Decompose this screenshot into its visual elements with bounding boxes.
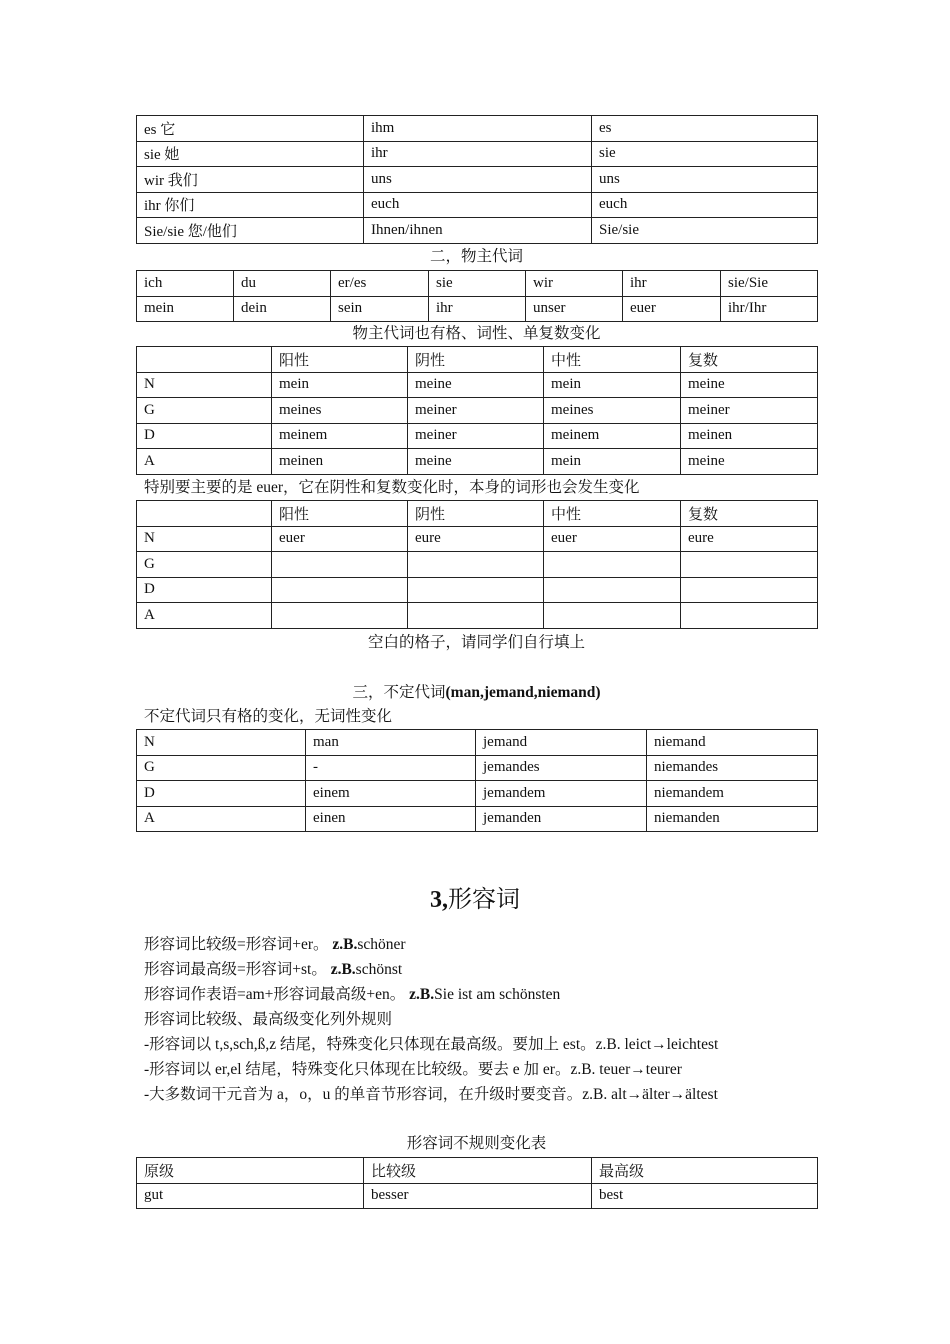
indefinite-table — [136, 729, 818, 832]
table-cell: meinem — [544, 423, 681, 449]
table-cell: meinem — [272, 423, 408, 449]
table-cell: sein — [331, 296, 429, 322]
table-cell: mein — [544, 372, 681, 398]
table-cell: D — [137, 781, 306, 807]
table-header-cell: 复数 — [681, 347, 818, 373]
table-cell: jemanden — [476, 806, 647, 832]
table-cell: man — [306, 730, 476, 756]
table-row — [137, 271, 818, 297]
table-cell: Sie/sie — [592, 218, 818, 244]
table-cell — [681, 552, 818, 578]
table-cell: ihr — [623, 271, 721, 297]
table-cell — [408, 552, 544, 578]
table-cell: meines — [544, 398, 681, 424]
possessive-note: 物主代词也有格、词性、单复数变化 — [352, 325, 601, 342]
table-cell: meine — [681, 372, 818, 398]
table-cell: best — [592, 1183, 818, 1209]
table-cell — [408, 603, 544, 629]
table-cell: Ihnen/ihnen — [364, 218, 592, 244]
table-cell: euer — [544, 526, 681, 552]
adjective-heading-text: 形容词 — [448, 887, 520, 913]
table-cell: ihr/Ihr — [721, 296, 818, 322]
table-cell — [681, 603, 818, 629]
table-cell: wir 我们 — [137, 167, 364, 193]
fill-note: 空白的格子，请同学们自行填上 — [367, 634, 585, 651]
rule-text: 形容词比较级=形容词+er。 — [144, 936, 333, 953]
table-row — [137, 526, 818, 552]
table-cell: meine — [408, 372, 544, 398]
table-cell: sie — [429, 271, 526, 297]
table-cell: uns — [592, 167, 818, 193]
table-header-cell: 比较级 — [364, 1158, 592, 1184]
table-cell: meiner — [408, 398, 544, 424]
table-cell: besser — [364, 1183, 592, 1209]
adjective-heading — [0, 885, 950, 915]
table-header-cell: 复数 — [681, 501, 818, 527]
table-cell: euch — [592, 192, 818, 218]
table-cell: meiner — [681, 398, 818, 424]
table-cell — [272, 552, 408, 578]
table-header-row — [137, 347, 818, 373]
table-row — [137, 603, 818, 629]
rule-example: schönst — [355, 961, 403, 978]
rule-example-marker: z.B. — [330, 961, 356, 978]
table-row — [137, 116, 818, 142]
table-cell: ihr — [364, 141, 592, 167]
table-cell: eure — [408, 526, 544, 552]
possessive-table — [136, 270, 818, 322]
table-header-cell: 中性 — [544, 347, 681, 373]
adjective-heading-number: 3, — [430, 887, 448, 913]
table-cell: ich — [137, 271, 234, 297]
table-cell: sie 她 — [137, 141, 364, 167]
table-cell: A — [137, 449, 272, 475]
rule-example-marker: z.B. — [409, 986, 435, 1003]
table-header-row — [137, 1158, 818, 1184]
table-cell: mein — [272, 372, 408, 398]
section3-title-bold: (man,jemand,niemand) — [445, 684, 601, 701]
table-cell: sie/Sie — [721, 271, 818, 297]
table-cell: meinen — [272, 449, 408, 475]
mein-declension-table — [136, 346, 818, 475]
adjective-rule-line — [144, 960, 402, 980]
adjective-rule-line — [144, 1010, 392, 1030]
table-cell — [408, 577, 544, 603]
table-cell: niemandem — [647, 781, 818, 807]
table-cell: euer — [272, 526, 408, 552]
table-row — [137, 755, 818, 781]
table-header-cell — [137, 347, 272, 373]
table-row — [137, 730, 818, 756]
section3-title-prefix: 三，不定代词 — [352, 684, 446, 701]
table-row — [137, 398, 818, 424]
euer-declension-table — [136, 500, 818, 629]
table-header-cell: 阳性 — [272, 501, 408, 527]
table-cell: meine — [681, 449, 818, 475]
adjective-rule-line — [144, 1035, 718, 1055]
table-cell: meinen — [681, 423, 818, 449]
table-cell: einem — [306, 781, 476, 807]
table-cell: jemandes — [476, 755, 647, 781]
table-cell: N — [137, 372, 272, 398]
table-cell: meine — [408, 449, 544, 475]
table-row — [137, 167, 818, 193]
table-row — [137, 577, 818, 603]
rule-example: Sie ist am schönsten — [434, 986, 561, 1003]
table-header-cell: 原级 — [137, 1158, 364, 1184]
adjective-rule-line — [144, 1085, 718, 1105]
table-cell: einen — [306, 806, 476, 832]
table-cell — [544, 603, 681, 629]
table-cell — [544, 577, 681, 603]
table-cell: ihr — [429, 296, 526, 322]
table-cell: mein — [544, 449, 681, 475]
table-header-cell: 中性 — [544, 501, 681, 527]
table-cell: gut — [137, 1183, 364, 1209]
rule-text: 形容词作表语=am+形容词最高级+en。 — [144, 986, 410, 1003]
table-cell: G — [137, 552, 272, 578]
table-cell — [272, 577, 408, 603]
table-cell: jemandem — [476, 781, 647, 807]
adjective-rule-line — [144, 935, 406, 955]
table-row — [137, 552, 818, 578]
table-header-cell — [137, 501, 272, 527]
table-header-cell: 阴性 — [408, 501, 544, 527]
table-row — [137, 141, 818, 167]
table-cell: ihr 你们 — [137, 192, 364, 218]
table-cell: A — [137, 806, 306, 832]
table-cell: jemand — [476, 730, 647, 756]
adjective-rule-line — [144, 1060, 682, 1080]
rule-text: -大多数词干元音为 a，o，u 的单音节形容词，在升级时要变音。z.B. alt→älter→ältest — [144, 1086, 718, 1103]
table-row — [137, 449, 818, 475]
table-header-cell: 阳性 — [272, 347, 408, 373]
table-cell: eure — [681, 526, 818, 552]
pronoun-table — [136, 115, 818, 244]
table-row — [137, 423, 818, 449]
irregular-table — [136, 1157, 818, 1209]
table-header-cell: 最高级 — [592, 1158, 818, 1184]
table-cell — [544, 552, 681, 578]
table-cell: es 它 — [137, 116, 364, 142]
table-cell: D — [137, 577, 272, 603]
rule-text: -形容词以 er,el 结尾，特殊变化只体现在比较级。要去 e 加 er。z.B. teuer→teurer — [144, 1061, 682, 1078]
table-cell: uns — [364, 167, 592, 193]
irregular-title: 形容词不规则变化表 — [406, 1135, 547, 1152]
table-cell: G — [137, 755, 306, 781]
table-cell: A — [137, 603, 272, 629]
table-header-cell: 阴性 — [408, 347, 544, 373]
rule-text: 形容词比较级、最高级变化列外规则 — [144, 1011, 393, 1028]
section2-title: 二，物主代词 — [429, 248, 523, 265]
table-cell: Sie/sie 您/他们 — [137, 218, 364, 244]
table-cell — [272, 603, 408, 629]
table-cell: - — [306, 755, 476, 781]
table-row — [137, 218, 818, 244]
table-cell: niemanden — [647, 806, 818, 832]
table-header-row — [137, 501, 818, 527]
table-row — [137, 781, 818, 807]
table-cell: du — [234, 271, 331, 297]
table-row — [137, 1183, 818, 1209]
rule-text: -形容词以 t,s,sch,ß,z 结尾，特殊变化只体现在最高级。要加上 est。z.B. leict→leichtest — [144, 1036, 719, 1053]
table-cell: meiner — [408, 423, 544, 449]
table-cell: ihm — [364, 116, 592, 142]
table-cell: euer — [623, 296, 721, 322]
table-cell: niemand — [647, 730, 818, 756]
table-cell: G — [137, 398, 272, 424]
table-cell — [681, 577, 818, 603]
table-cell: N — [137, 730, 306, 756]
euer-note: 特别要主要的是 euer，它在阴性和复数变化时，本身的词形也会发生变化 — [144, 479, 640, 496]
table-cell: niemandes — [647, 755, 818, 781]
table-cell: D — [137, 423, 272, 449]
table-row — [137, 806, 818, 832]
table-cell: N — [137, 526, 272, 552]
section3-title — [136, 683, 817, 703]
table-cell: unser — [526, 296, 623, 322]
table-cell: dein — [234, 296, 331, 322]
table-cell: sie — [592, 141, 818, 167]
table-cell: er/es — [331, 271, 429, 297]
table-row — [137, 296, 818, 322]
rule-text: 形容词最高级=形容词+st。 — [144, 961, 331, 978]
table-cell: wir — [526, 271, 623, 297]
rule-example-marker: z.B. — [332, 936, 358, 953]
rule-example: schöner — [357, 936, 406, 953]
indefinite-note: 不定代词只有格的变化，无词性变化 — [144, 708, 393, 725]
table-cell: es — [592, 116, 818, 142]
table-cell: meines — [272, 398, 408, 424]
table-row — [137, 192, 818, 218]
table-cell: mein — [137, 296, 234, 322]
table-row — [137, 372, 818, 398]
adjective-rule-line — [144, 985, 560, 1005]
table-cell: euch — [364, 192, 592, 218]
